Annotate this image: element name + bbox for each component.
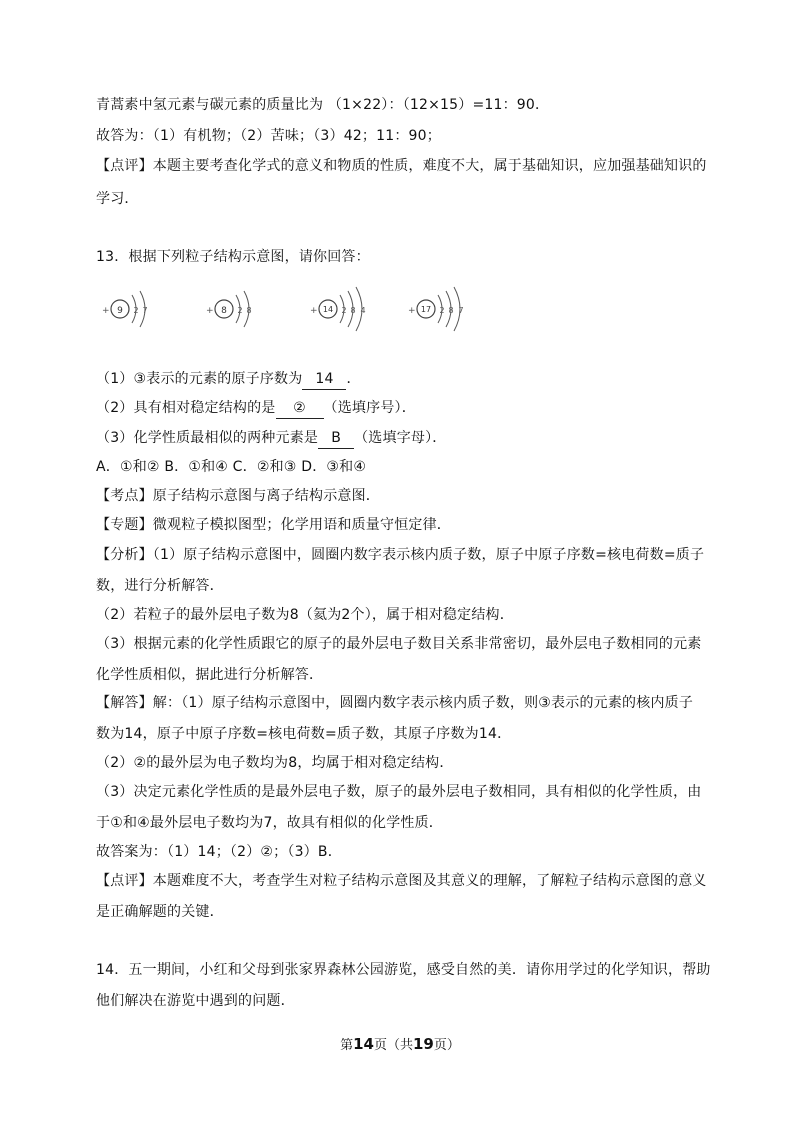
- sub-question-text: （选填序号）．: [323, 400, 416, 416]
- zhuanti-line: 【专题】微观粒子模拟图型；化学用语和质量守恒定律．: [96, 517, 451, 533]
- total-page-number: 19: [413, 1035, 434, 1053]
- particle-structure-diagrams: [96, 283, 516, 335]
- fenxi-line: （3）根据元素的化学性质跟它的原子的最外层电子数目关系非常密切，最外层电子数相同的元素: [96, 636, 702, 652]
- jieda-line: （3）决定元素化学性质的是最外层电子数，原子的最外层电子数相同，具有相似的化学性质，由: [96, 784, 702, 800]
- fenxi-line: 数，进行分析解答．: [96, 578, 224, 594]
- final-answer-line: 故答案为：（1）14；（2）②；（3）B．: [96, 844, 342, 860]
- atom-shell-electrons: 2: [341, 306, 347, 315]
- answer-choices: A．①和② B．①和④ C．②和③ D．③和④: [96, 459, 367, 475]
- atom-diagram-2: [200, 283, 288, 335]
- current-page-number: 14: [353, 1035, 374, 1053]
- sub-question-text: （3）化学性质最相似的两种元素是: [96, 430, 319, 446]
- comment-line: 【点评】本题主要考查化学式的意义和物质的性质，难度不大，属于基础知识，应加强基础知识的: [96, 158, 707, 174]
- atom-diagram-3: [306, 283, 394, 335]
- sub-question-text: （2）具有相对稳定结构的是: [96, 400, 276, 416]
- question-13-title: 13．根据下列粒子结构示意图，请你回答：: [96, 249, 370, 265]
- question-14-text: 他们解决在游览中遇到的问题．: [96, 993, 295, 1009]
- sub-question-text: （选填字母）．: [354, 430, 447, 446]
- footer-text: 页（共: [373, 1038, 413, 1053]
- atom-shell-electrons: 7: [142, 306, 148, 315]
- jieda-line: 【解答】解：（1）原子结构示意图中，圆圈内数字表示核内质子数，则③表示的元素的核内质子: [96, 695, 694, 711]
- text-line: 学习．: [96, 191, 139, 207]
- sub-question-1: [96, 369, 361, 390]
- atom-shell-electrons: 4: [360, 306, 366, 315]
- jieda-line: （2）②的最外层为电子数均为8，均属于相对稳定结构．: [96, 755, 454, 771]
- dianping-line: 【点评】本题难度不大，考查学生对粒子结构示意图及其意义的理解，了解粒子结构示意图的意义: [96, 873, 707, 889]
- atom-sign: +: [206, 306, 214, 316]
- atom-shell-electrons: 8: [246, 306, 252, 315]
- answer-blank: 14: [302, 369, 346, 390]
- question-14-title: 14．五一期间，小红和父母到张家界森林公园游览，感受自然的美．请你用学过的化学知识，帮助: [96, 962, 711, 978]
- atom-sign: +: [102, 306, 110, 316]
- answer-blank: B: [318, 428, 354, 449]
- atom-nucleus: 8: [221, 306, 227, 316]
- atom-diagram-4: [404, 283, 492, 335]
- sub-question-text: （1）③表示的元素的原子序数为: [96, 371, 303, 387]
- sub-question-text: ．: [346, 371, 361, 387]
- atom-shell-electrons: 2: [439, 306, 445, 315]
- atom-sign: +: [310, 306, 318, 316]
- atom-nucleus: 17: [420, 305, 432, 314]
- atom-shell-electrons: 8: [448, 306, 454, 315]
- jieda-line: 于①和④最外层电子数均为7，故具有相似的化学性质．: [96, 815, 444, 831]
- fenxi-line: 化学性质相似，据此进行分析解答．: [96, 667, 324, 683]
- fenxi-line: 【分析】（1）原子结构示意图中，圆圈内数字表示核内质子数，原子中原子序数=核电荷数=质子: [96, 547, 705, 563]
- dianping-line: 是正确解题的关键．: [96, 904, 224, 920]
- sub-question-3: [96, 428, 447, 449]
- sub-question-2: [96, 398, 416, 419]
- atom-shell-electrons: 7: [458, 306, 464, 315]
- atom-shell-electrons: 2: [237, 306, 243, 315]
- text-line: 故答为：（1）有机物；（2）苦味；（3）42；11：90；: [96, 128, 441, 144]
- atom-sign: +: [408, 306, 416, 316]
- footer-text: 页）: [433, 1038, 460, 1053]
- fenxi-line: （2）若粒子的最外层电子数为8（氦为2个），属于相对稳定结构．: [96, 607, 514, 623]
- kaodian-line: 【考点】原子结构示意图与离子结构示意图．: [96, 488, 380, 504]
- atom-nucleus: 14: [322, 305, 334, 314]
- text-line: 青蒿素中氢元素与碳元素的质量比为 （1×22）：（12×15）=11：90．: [96, 97, 550, 113]
- jieda-line: 数为14，原子中原子序数=核电荷数=质子数，其原子序数为14．: [96, 726, 512, 742]
- atom-diagram-1: [96, 283, 184, 335]
- page-footer: [0, 1035, 800, 1055]
- atom-shell-electrons: 8: [350, 306, 356, 315]
- atom-nucleus: 9: [117, 306, 123, 316]
- atom-shell-electrons: 2: [133, 306, 139, 315]
- footer-text: 第: [340, 1038, 354, 1053]
- answer-blank: ②: [276, 398, 324, 419]
